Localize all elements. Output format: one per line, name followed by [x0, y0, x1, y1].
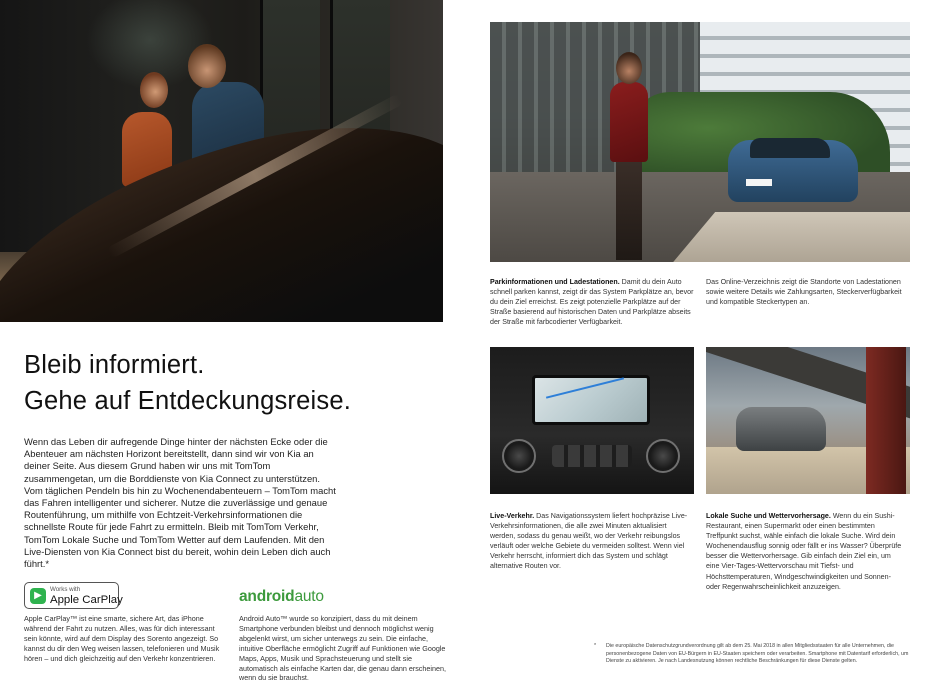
apple-carplay-badge: [24, 582, 123, 609]
android-auto-logo: [239, 588, 324, 606]
bridge-pillar: [866, 347, 906, 494]
license-plate: [746, 179, 772, 186]
caption-text: Wenn du ein Sushi-Restaurant, einen Supermarkt oder einen bestimmten Treffpunkt suchst, wähle einfach die lokale Suche. Wird dein Wochenendausflug sonnig oder fällt er ins Wasser? Überprüfe besser die Wettervorhersage. Gib einfach dein Ziel ein, um eine Vier-Tages-Wettervorschau mit Tiefst- und Höchsttemperaturen, Windgeschwindigkeiten und Sonnen- oder Regenwahrscheinlichkeit anzuzeigen.: [706, 512, 902, 591]
footnote-mark: *: [594, 643, 597, 649]
man-figure: [610, 82, 648, 162]
man-figure: [616, 160, 642, 260]
caption-title: Parkinformationen und Ladestationen.: [490, 278, 620, 286]
caption-live-traffic: [490, 511, 690, 572]
grey-suv: [736, 407, 826, 451]
footnote: [596, 643, 911, 666]
carplay-description: Apple CarPlay™ ist eine smarte, sichere Art, das iPhone während der Fahrt zu nutzen. Alles, was für dich interessant sein könnte, wird auf dem Display des Sorento angezeigt. So kannst du dir den Weg weisen lassen, telefonieren und Musik hören – und dich gleichzeitig auf den Verkehr konzentrieren.: [24, 614, 220, 663]
hero-photo-couple: [0, 0, 443, 322]
carplay-icon: ▶: [30, 588, 46, 604]
caption-parking: [490, 277, 695, 327]
man-figure: [188, 44, 226, 88]
control-dial: [502, 439, 536, 473]
photo-man-with-suv: [490, 22, 910, 262]
photo-suv-under-bridge: [706, 347, 910, 494]
control-dial: [646, 439, 680, 473]
caption-title: Live-Verkehr.: [490, 512, 535, 520]
caption-text: Das Online-Verzeichnis zeigt die Standorte von Ladestationen sowie weitere Details wie Zahlungsarten, Steckerverfügbarkeit und kompatible Steckertypen an.: [706, 278, 902, 307]
man-figure: [616, 52, 642, 84]
intro-paragraph: Wenn das Leben dir aufregende Dinge hinter der nächsten Ecke oder die Abenteuer am nächsten Horizont bereitstellt, dann sind wir von Kia an deiner Seite. Aus diesem Grund haben wir uns mit TomTom zusammengetan, um die Borddienste von Kia Connect zu unterstützen. Vom täglichen Pendeln bis hin zu Wochenendabenteuern – TomTom macht das Fahren intelligenter und sicherer. Nutze die zuverlässige und genaue Routenführung, um mithilfe von Echtzeit-Verkehrsinformationen die schnellste Route für jede Fahrt zu ermitteln. Bleib mit TomTom Verkehr, TomTom Lokale Suche und TomTom Wetter auf dem Laufenden. Mit den Live-Diensten von Kia Connect bist du bereit, wohin dein Leben dich auch führt.*: [24, 436, 336, 570]
woman-figure: [140, 72, 168, 108]
caption-text: Das Navigationssystem liefert hochpräzise Live-Verkehrsinformationen, die alle zwei Minuten aktualisiert werden, sodass du genau weißt, wo der Verkehr reibungslos verläuft oder welche Gebiete du vermeiden solltest. Wenn viel Verkehr herrscht, informiert dich das System und schlägt alternative Routen vor.: [490, 512, 688, 571]
caption-text: Damit du dein Auto schnell parken kannst, zeigt dir das System Parkplätze an, bevor du dein Ziel erreichst. Es zeigt potenzielle Parkplätze auf der Straße basierend auf historischen Daten und Parkplätze abseits der Straße mit farbcodierter Verfügbarkeit.: [490, 278, 694, 327]
caption-local-search-weather: [706, 511, 906, 592]
page-headline: [24, 347, 351, 419]
caption-title: Lokale Suche und Wettervorhersage.: [706, 512, 831, 520]
android-auto-description: Android Auto™ wurde so konzipiert, dass du mit deinem Smartphone verbunden bleibst und dennoch möglichst wenig abgelenkt wirst, um sicher unterwegs zu sein. Die einfache, intuitive Oberfläche ermöglicht Zugriff auf Funktionen wie Google Maps, Apps, Musik und Sprachsteuerung und stellt sie automatisch als einfache Karten dar, die genau dann erscheinen, wenn du sie brauchst.: [239, 614, 446, 683]
headline-line-1: Bleib informiert.: [24, 351, 205, 379]
caption-directory: [706, 277, 911, 307]
suv-windshield: [750, 138, 830, 158]
carplay-badge-name: Apple CarPlay: [50, 594, 123, 606]
android-logo-a: android: [239, 588, 295, 605]
climate-controls: [552, 445, 632, 467]
footnote-text: Die europäische Datenschutzgrundverordnung gilt ab dem 25. Mai 2018 in allen Mitgliedsstaaten für alle Unternehmen, die personenbezogene Daten von EU-Bürgern in EU-Staaten speichern oder verarbeiten. Smartphone mit Datentarif erforderlich, um Dienste zu aktivieren. Je nach Landesnutzung können rechtliche Beschränkungen für diese Dienste gelten.: [606, 643, 909, 665]
android-logo-b: auto: [294, 588, 324, 605]
photo-infotainment-display: [490, 347, 694, 494]
navigation-screen: [532, 375, 650, 425]
headline-line-2: Gehe auf Entdeckungsreise.: [24, 387, 351, 415]
carplay-badge-small: Works with: [50, 586, 81, 593]
